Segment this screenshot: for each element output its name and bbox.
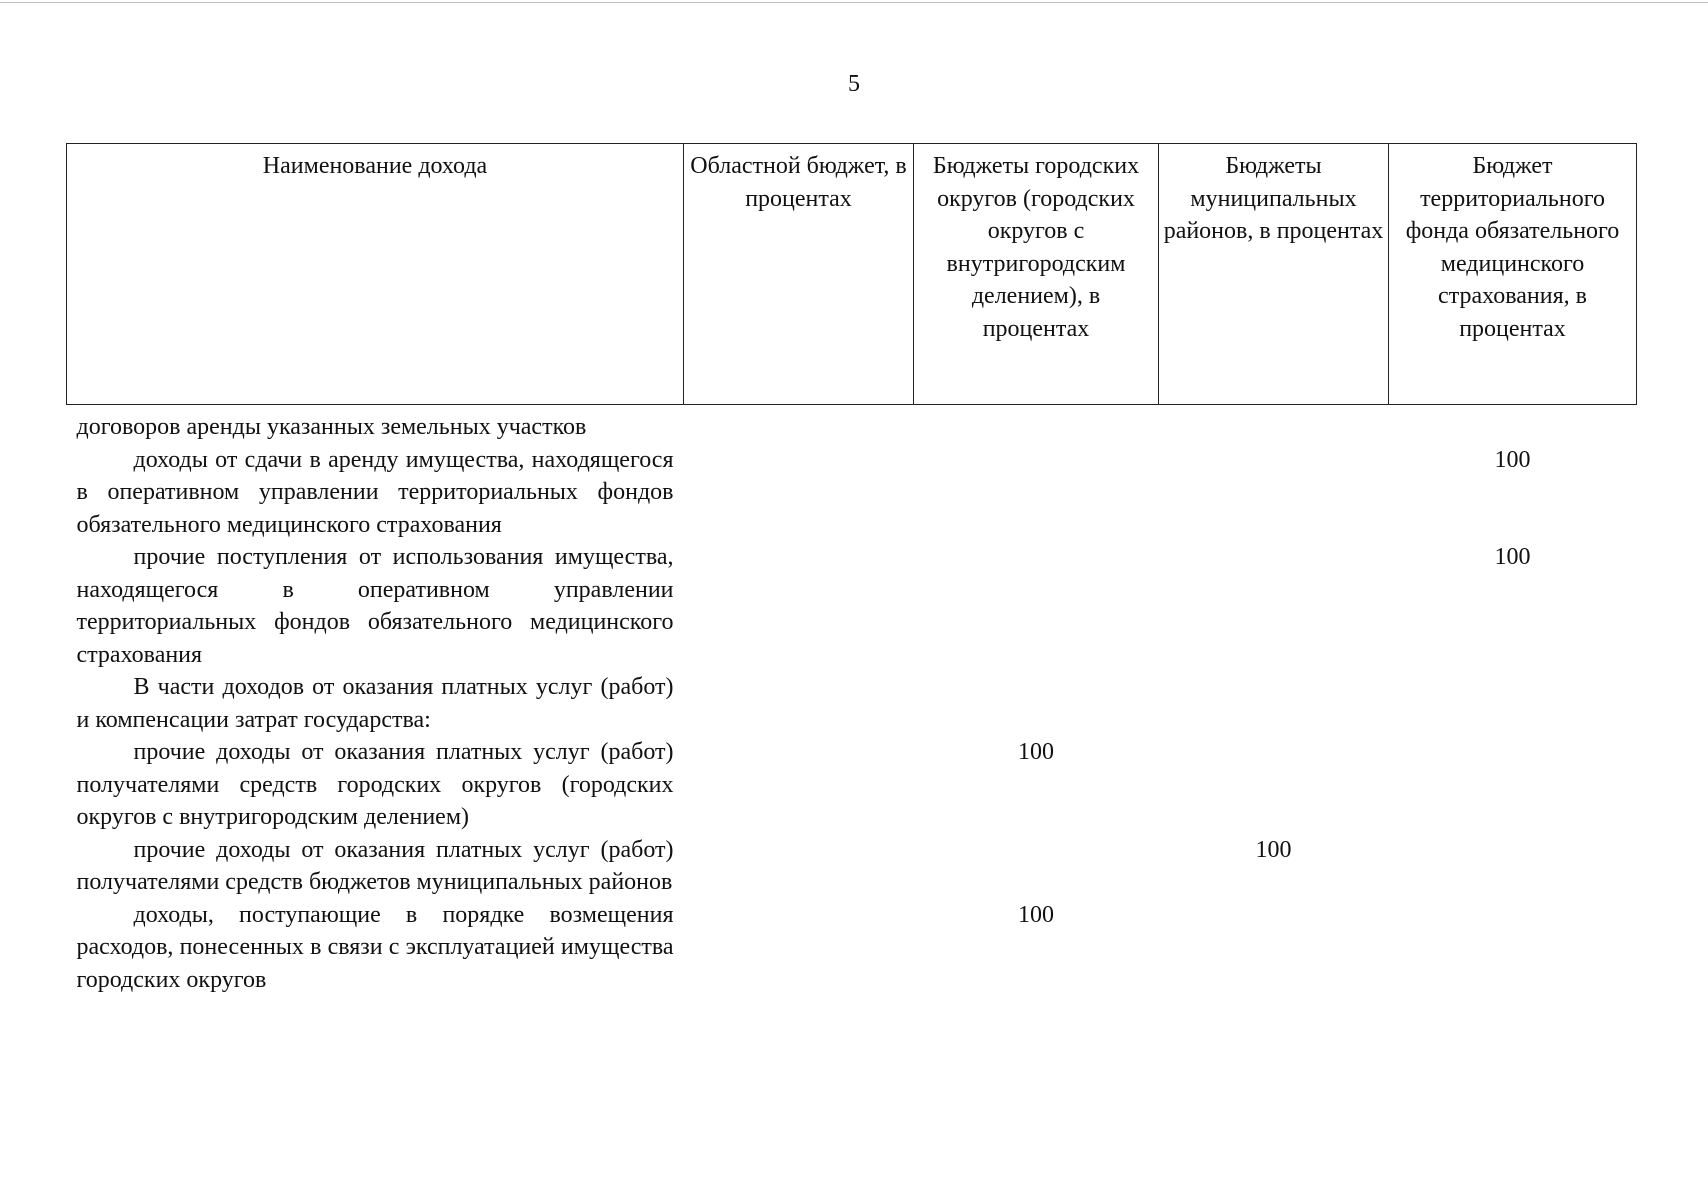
income-name-cell: прочие доходы от оказания платных услуг (работ) получателями средств бюджетов муниципальных районов bbox=[76, 836, 674, 895]
income-name-cell: договоров аренды указанных земельных участков bbox=[76, 414, 587, 440]
municipal-districts-value-cell bbox=[1159, 405, 1389, 444]
header-income-name: Наименование дохода bbox=[67, 144, 684, 405]
page-number: 5 bbox=[848, 71, 860, 97]
city-districts-value-cell bbox=[914, 834, 1159, 899]
table-row bbox=[67, 444, 1637, 542]
income-section-heading-cell: В части доходов от оказания платных услуг (работ) и компенсации затрат государства: bbox=[76, 674, 674, 733]
top-border-line bbox=[0, 2, 1708, 3]
regional-value-cell bbox=[684, 736, 914, 834]
table-row bbox=[67, 834, 1637, 899]
header-municipal-district-budgets: Бюджеты муниципальных районов, в процентах bbox=[1159, 144, 1389, 405]
tfoms-value-cell bbox=[1389, 405, 1637, 444]
income-name-cell: доходы от сдачи в аренду имущества, находящегося в оперативном управлении территориальных фондов обязательного медицинского страхования bbox=[76, 446, 674, 538]
table-body bbox=[67, 405, 1637, 997]
header-tfoms-budget: Бюджет территориального фонда обязательного медицинского страхования, в процентах bbox=[1389, 144, 1637, 405]
income-name-cell: прочие поступления от использования имущества, находящегося в оперативном управлении территориальных фондов обязательного медицинского страхования bbox=[76, 544, 674, 668]
regional-value-cell bbox=[684, 405, 914, 444]
regional-value-cell bbox=[684, 444, 914, 542]
municipal-districts-value-cell bbox=[1159, 899, 1389, 997]
tfoms-value-cell bbox=[1389, 834, 1637, 899]
header-regional-budget: Областной бюджет, в процентах bbox=[684, 144, 914, 405]
income-distribution-table bbox=[66, 143, 1637, 996]
municipal-districts-value-cell bbox=[1159, 736, 1389, 834]
regional-value-cell bbox=[684, 834, 914, 899]
tfoms-value-cell: 100 bbox=[1494, 446, 1531, 473]
city-districts-value-cell bbox=[914, 671, 1159, 736]
table-header bbox=[67, 144, 1637, 405]
table-row bbox=[67, 736, 1637, 834]
city-districts-value-cell bbox=[914, 405, 1159, 444]
city-districts-value-cell bbox=[914, 541, 1159, 671]
regional-value-cell bbox=[684, 899, 914, 997]
city-districts-value-cell bbox=[914, 444, 1159, 542]
municipal-districts-value-cell: 100 bbox=[1255, 836, 1292, 863]
municipal-districts-value-cell bbox=[1159, 541, 1389, 671]
table-row bbox=[67, 405, 1637, 444]
income-name-cell: прочие доходы от оказания платных услуг (работ) получателями средств городских округов (городских округов с внутригородским делением) bbox=[76, 739, 674, 830]
municipal-districts-value-cell bbox=[1159, 671, 1389, 736]
regional-value-cell bbox=[684, 541, 914, 671]
city-districts-value-cell: 100 bbox=[1018, 739, 1054, 765]
tfoms-value-cell: 100 bbox=[1494, 544, 1531, 570]
city-districts-value-cell: 100 bbox=[1018, 901, 1054, 928]
tfoms-value-cell bbox=[1389, 736, 1637, 834]
table-row bbox=[67, 671, 1637, 736]
header-city-district-budgets: Бюджеты городских округов (городских округов с внутригородским делением), в процентах bbox=[914, 144, 1159, 405]
table-row bbox=[67, 899, 1637, 997]
municipal-districts-value-cell bbox=[1159, 444, 1389, 542]
tfoms-value-cell bbox=[1389, 899, 1637, 997]
tfoms-value-cell bbox=[1389, 671, 1637, 736]
income-name-cell: доходы, поступающие в порядке возмещения расходов, понесенных в связи с эксплуатацией имущества городских округов bbox=[76, 901, 674, 993]
table-row bbox=[67, 541, 1637, 671]
regional-value-cell bbox=[684, 671, 914, 736]
